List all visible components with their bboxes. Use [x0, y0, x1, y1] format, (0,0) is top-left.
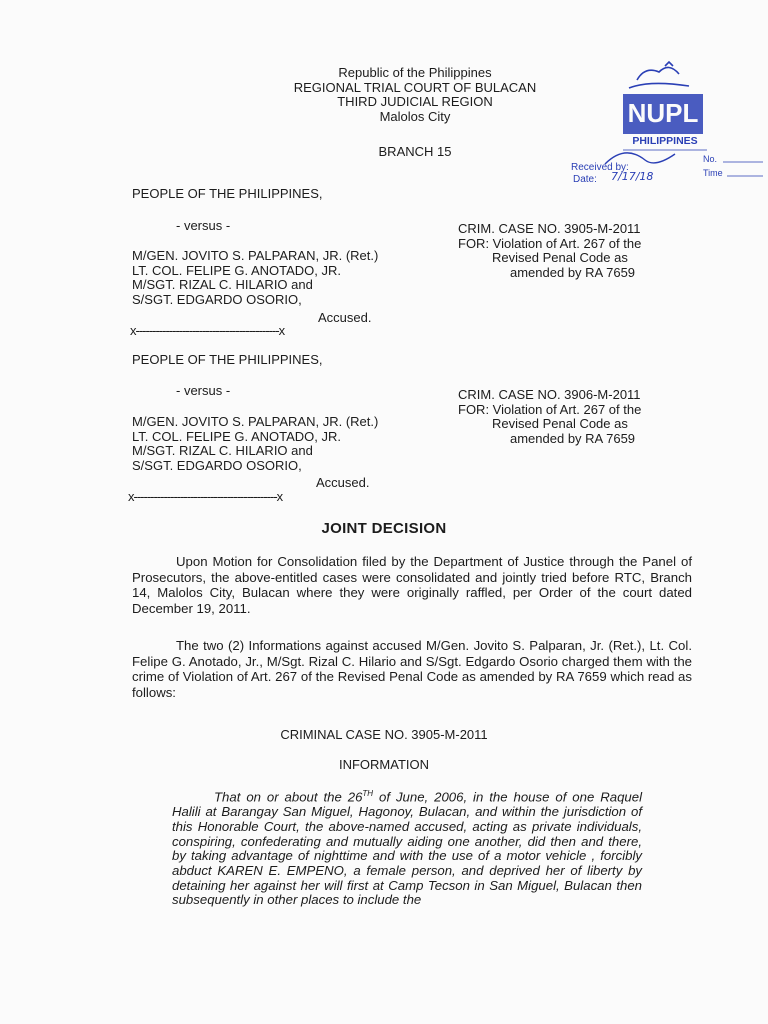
info-start: That on or about the 26 — [214, 789, 363, 805]
case2-accused-list — [132, 415, 378, 473]
case2-for-line3: amended by RA 7659 — [510, 430, 636, 446]
decision-paragraph-1-text: Upon Motion for Consolidation filed by the Department of Justice through the Panel of Prosecutors, the above-entitled cases were consolidated and jointly tried before RTC, Branch 14, Malolos City, Bulacan where they were originally raffled, per Order of the court dated December 19, 2011. — [132, 554, 692, 616]
case2-for-line: FOR: Violation of Art. 267 of the — [458, 401, 642, 417]
case2-accused-label: Accused. — [316, 475, 370, 490]
case1-case-no: CRIM. CASE NO. 3905-M-2011 — [458, 221, 641, 236]
case2-plaintiff: PEOPLE OF THE PHILIPPINES, — [132, 352, 323, 367]
decision-paragraph-2 — [132, 638, 692, 700]
stamp-date-value: 7/17/18 — [611, 170, 654, 183]
court-header — [230, 66, 600, 124]
case1-for-line2: Revised Penal Code as — [492, 250, 628, 265]
case1-accused-3: M/SGT. RIZAL C. HILARIO and — [132, 277, 313, 292]
case2-for-line2: Revised Penal Code as — [492, 416, 628, 431]
case2-accused-2: LT. COL. FELIPE G. ANOTADO, JR. — [132, 428, 342, 444]
decision-paragraph-1 — [132, 554, 692, 616]
case2-versus: - versus - — [176, 383, 231, 398]
case2-case-info — [458, 388, 641, 446]
info-rest: of June, 2006, in the house of one Raquel Halili at Barangay San Miguel, Hagonoy, Bulacan, and within the jurisdiction of this Honorable Court, the above-named accused, acting as private individuals, conspiring, confederating and mutually aiding one another, did then and there, by taking advantage of nighttime and with the use of a motor vehicle , forcibly abduct KAREN E. EMPENO, a female person, and deprived her of liberty by detaining her against her will first at Camp Tecson in San Miguel, Bulacan then subsequently in other places to include the — [172, 789, 642, 908]
header-city: Malolos City — [379, 108, 451, 124]
decision-title: JOINT DECISION — [321, 520, 447, 537]
case1-accused-list — [132, 249, 378, 307]
case1-separator: x-------------------------------------------x — [130, 323, 285, 338]
information-text — [172, 787, 642, 908]
case2-accused-4: S/SGT. EDGARDO OSORIO, — [132, 457, 302, 473]
case1-for-line3: amended by RA 7659 — [510, 264, 636, 280]
received-stamp — [565, 58, 765, 188]
information-heading: INFORMATION — [338, 757, 430, 772]
criminal-case-heading: CRIMINAL CASE NO. 3905-M-2011 — [280, 727, 488, 742]
case2-accused-1: M/GEN. JOVITO S. PALPARAN, JR. (Ret.) — [132, 414, 379, 429]
case1-accused-2: LT. COL. FELIPE G. ANOTADO, JR. — [132, 262, 342, 278]
case1-accused-1: M/GEN. JOVITO S. PALPARAN, JR. (Ret.) — [132, 248, 379, 263]
header-court: REGIONAL TRIAL COURT OF BULACAN — [293, 79, 537, 95]
stamp-org: NUPL — [627, 98, 699, 128]
case2-separator: x-------------------------------------------x — [128, 489, 283, 504]
case1-accused-4: S/SGT. EDGARDO OSORIO, — [132, 291, 302, 307]
case2-accused-3: M/SGT. RIZAL C. HILARIO and — [132, 443, 313, 458]
case1-versus: - versus - — [176, 218, 231, 233]
info-superscript: TH — [362, 789, 374, 798]
stamp-no-label: No. — [703, 154, 718, 164]
stamp-date-label: Date: — [573, 174, 597, 185]
decision-paragraph-2-text: The two (2) Informations against accused M/Gen. Jovito S. Palparan, Jr. (Ret.), Lt. Col. Felipe G. Anotado, Jr., M/Sgt. Rizal C. Hilario and S/Sgt. Edgardo Osorio charged them with the crime of Violation of Art. 267 of the Revised Penal Code as amended by RA 7659 which read as follows: — [132, 638, 692, 700]
case1-plaintiff: PEOPLE OF THE PHILIPPINES, — [132, 186, 323, 201]
header-branch: BRANCH 15 — [378, 144, 452, 159]
case1-accused-label: Accused. — [318, 310, 372, 325]
case2-case-no: CRIM. CASE NO. 3906-M-2011 — [458, 387, 641, 402]
stamp-country: PHILIPPINES — [632, 135, 698, 147]
stamp-received-label: Received by: — [571, 162, 629, 173]
header-republic: Republic of the Philippines — [338, 65, 492, 80]
case1-case-info — [458, 222, 641, 280]
case1-for-line: FOR: Violation of Art. 267 of the — [458, 235, 642, 251]
header-region: THIRD JUDICIAL REGION — [337, 94, 493, 109]
stamp-time-label: Time — [703, 168, 723, 178]
